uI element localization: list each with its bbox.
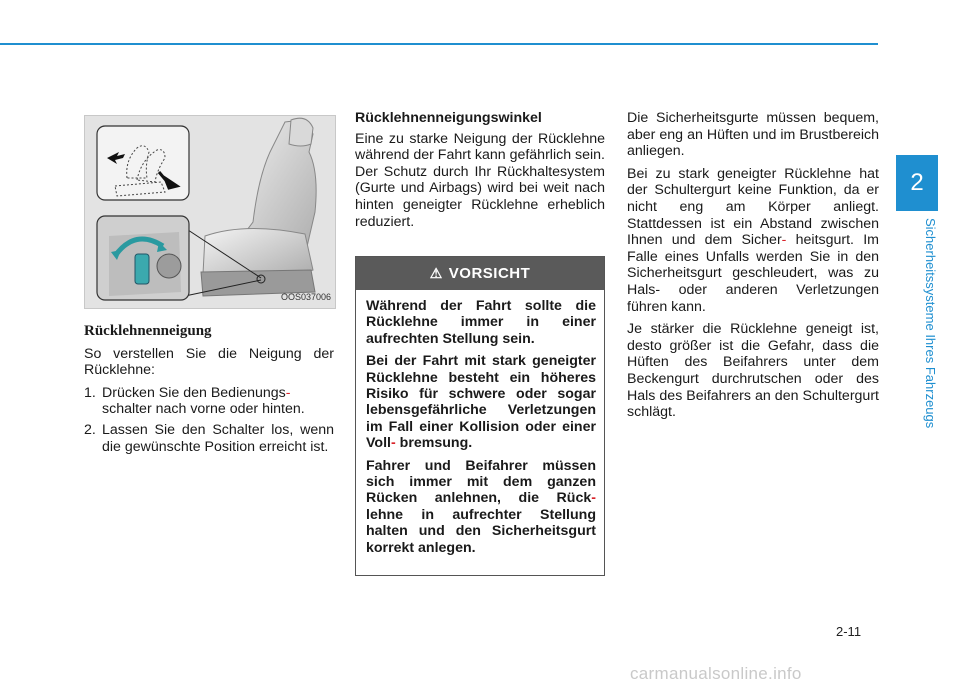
watermark: carmanualsonline.info <box>630 664 802 683</box>
header-rule <box>0 43 878 45</box>
intro-text: So verstellen Sie die Neigung der Rücklehne: <box>84 345 334 379</box>
column-1 <box>84 115 334 459</box>
caution-paragraph: Während der Fahrt sollte die Rücklehne immer in einer aufrechten Stellung sein. <box>366 298 596 347</box>
seat-figure <box>84 115 336 309</box>
caution-body <box>356 290 604 556</box>
section-heading: Rücklehnenneigung <box>84 323 212 339</box>
page-number: 2-11 <box>836 624 862 639</box>
body-text: Die Sicherheitsgurte müssen bequem, aber eng an Hüften und im Brustbereich anliegen. <box>627 110 879 160</box>
steps-list <box>84 385 334 455</box>
column-2 <box>355 110 605 236</box>
chapter-tab[interactable] <box>896 155 938 211</box>
seat-illustration <box>85 116 335 308</box>
warning-icon: ⚠ <box>429 265 443 281</box>
body-text: Eine zu starke Neigung der Rücklehne während der Fahrt kann gefährlich sein. Der Schutz durch Ihr Rückhaltesystem (Gurte und Airbags) wird bei weit nach hinten geneigter Rücklehne erheblich reduziert. <box>355 130 605 230</box>
caution-paragraph: Fahrer und Beifahrer müssen sich immer mit dem ganzen Rücken anlehnen, die Rück- lehne in aufrechter Stellung halten und den Sicherheitsgurt korrekt anlegen. <box>366 457 596 556</box>
figure-code: OOS037006 <box>280 292 331 303</box>
caution-box <box>355 256 605 576</box>
list-item: 1. Drücken Sie den Bedienungs- schalter nach vorne oder hinten. <box>84 384 305 418</box>
list-item: 2. Lassen Sie den Schalter los, wenn die gewünschte Position erreicht ist. <box>84 421 334 455</box>
column-3 <box>627 110 879 427</box>
chapter-number: 2 <box>910 169 924 196</box>
chapter-title: Sicherheitssysteme Ihres Fahrzeugs <box>923 218 938 429</box>
body-text: Bei zu stark geneigter Rücklehne hat der Schultergurt keine Funktion, da er nicht eng am Körper anliegt. Stattdessen ist ein Abstand zwischen Ihnen und dem Sicher- heitsgurt. Im Falle eines Unfalls werden Sie in den Sicherheitsgurt geschleudert, was zu Hals- oder anderen Verletzungen führen kann. <box>627 165 879 315</box>
caution-paragraph: Bei der Fahrt mit stark geneigter Rücklehne besteht ein höheres Risiko für schwere oder sogar lebensgefährliche Verletzungen im Fall einer Kollision oder einer Voll- bremsung. <box>366 353 596 452</box>
caution-header <box>356 257 604 290</box>
section-heading: Rücklehnenneigungswinkel <box>355 110 542 126</box>
body-text: Je stärker die Rücklehne geneigt ist, desto größer ist die Gefahr, dass die Hüften des Beifahrers unter dem Beckengurt durchrutschen oder des Hals des Beifahrers an den Schultergurt schlägt. <box>627 321 879 421</box>
caution-title: VORSICHT <box>448 265 531 282</box>
